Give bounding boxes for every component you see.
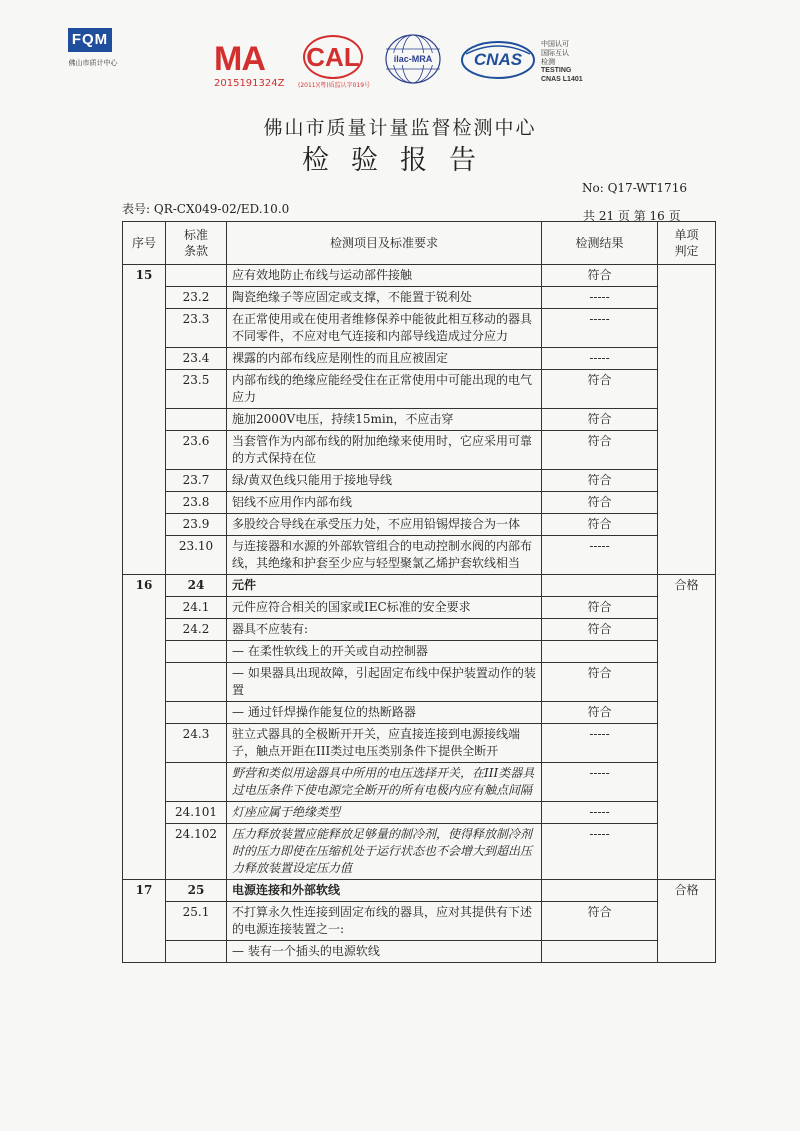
requirement-cell: 应有效地防止布线与运动部件接触 bbox=[227, 265, 542, 287]
seq-number: 17 bbox=[123, 880, 166, 963]
cnas-chinese-caption: 中国认可 国际互认 检测 bbox=[541, 40, 569, 66]
heading-clause: 25 bbox=[166, 880, 227, 902]
clause-cell: 25.1 bbox=[166, 902, 227, 941]
table-row bbox=[123, 824, 716, 880]
requirement-cell: 当套管作为内部布线的附加绝缘来使用时，它应采用可靠的方式保持在位 bbox=[227, 431, 542, 470]
requirement-cell: — 如果器具出现故障，引起固定布线中保护装置动作的装置 bbox=[227, 663, 542, 702]
requirement-cell: 与连接器和水源的外部软管组合的电动控制水阀的内部布线，其绝缘和护套至少应与轻型聚氯乙烯护套软线相当 bbox=[227, 536, 542, 575]
verdict-cell bbox=[658, 265, 716, 575]
fqm-subtitle: 佛山市质计中心 bbox=[68, 59, 118, 67]
clause-cell: 23.8 bbox=[166, 492, 227, 514]
requirement-cell: 陶瓷绝缘子等应固定或支撑，不能置于锐利处 bbox=[227, 287, 542, 309]
requirement-cell: 裸露的内部布线应是刚性的而且应被固定 bbox=[227, 348, 542, 370]
result-cell: 符合 bbox=[542, 265, 658, 287]
heading-result bbox=[542, 575, 658, 597]
requirement-cell: 施加2000V电压，持续15min，不应击穿 bbox=[227, 409, 542, 431]
requirement-cell: 铝线不应用作内部布线 bbox=[227, 492, 542, 514]
table-row bbox=[123, 902, 716, 941]
clause-cell: 23.5 bbox=[166, 370, 227, 409]
result-cell: 符合 bbox=[542, 597, 658, 619]
heading-title: 元件 bbox=[227, 575, 542, 597]
clause-cell: 24.3 bbox=[166, 724, 227, 763]
requirement-cell: 压力释放装置应能释放足够量的制冷剂，使得释放制冷剂时的压力即使在压缩机处于运行状态也不会增大到超出压力释放装置设定压力值 bbox=[227, 824, 542, 880]
verdict-cell: 合格 bbox=[658, 880, 716, 963]
clause-cell: 23.7 bbox=[166, 470, 227, 492]
section-heading-row bbox=[123, 575, 716, 597]
table-body bbox=[123, 265, 716, 963]
table-row bbox=[123, 941, 716, 963]
requirement-cell: 器具不应装有: bbox=[227, 619, 542, 641]
clause-cell bbox=[166, 763, 227, 802]
clause-cell: 24.1 bbox=[166, 597, 227, 619]
result-cell bbox=[542, 641, 658, 663]
cal-number: (2011)(粤)质监认字019号 bbox=[298, 82, 371, 89]
header-verdict: 单项 判定 bbox=[658, 222, 716, 265]
table-row bbox=[123, 287, 716, 309]
ilac-mra-text: ilac-MRA bbox=[393, 54, 433, 64]
seq-number: 16 bbox=[123, 575, 166, 880]
requirement-cell: — 通过钎焊操作能复位的热断路器 bbox=[227, 702, 542, 724]
table-row bbox=[123, 309, 716, 348]
requirement-cell: 驻立式器具的全极断开开关，应直接连接到电源接线端子，触点开距在III类过电压类别条件下提供全断开 bbox=[227, 724, 542, 763]
table-row bbox=[123, 763, 716, 802]
table-row bbox=[123, 348, 716, 370]
cnas-english-caption: TESTING CNAS L1401 bbox=[541, 67, 583, 83]
result-cell: ----- bbox=[542, 348, 658, 370]
table-row bbox=[123, 536, 716, 575]
header-result: 检测结果 bbox=[542, 222, 658, 265]
ma-logo: MA bbox=[214, 40, 265, 78]
requirement-cell: 多股绞合导线在承受压力处，不应用铅锡焊接合为一体 bbox=[227, 514, 542, 536]
result-cell: ----- bbox=[542, 802, 658, 824]
clause-cell: 24.2 bbox=[166, 619, 227, 641]
header-clause: 标准 条款 bbox=[166, 222, 227, 265]
result-cell: ----- bbox=[542, 724, 658, 763]
heading-result bbox=[542, 880, 658, 902]
table-row bbox=[123, 470, 716, 492]
result-cell: ----- bbox=[542, 763, 658, 802]
result-cell: ----- bbox=[542, 309, 658, 348]
clause-cell: 23.9 bbox=[166, 514, 227, 536]
heading-title: 电源连接和外部软线 bbox=[227, 880, 542, 902]
clause-cell bbox=[166, 641, 227, 663]
requirement-cell: 野营和类似用途器具中所用的电压选择开关，在III类器具过电压条件下使电源完全断开的所有电极内应有触点间隔 bbox=[227, 763, 542, 802]
result-cell bbox=[542, 941, 658, 963]
table-row bbox=[123, 492, 716, 514]
clause-cell bbox=[166, 663, 227, 702]
table-row bbox=[123, 265, 716, 287]
requirement-cell: 绿/黄双色线只能用于接地导线 bbox=[227, 470, 542, 492]
requirement-cell: 元件应符合相关的国家或IEC标准的安全要求 bbox=[227, 597, 542, 619]
clause-cell bbox=[166, 941, 227, 963]
cnas-logo-text: CNAS bbox=[473, 50, 523, 69]
result-cell: 符合 bbox=[542, 663, 658, 702]
cal-logo: CAL bbox=[303, 35, 363, 79]
table-row bbox=[123, 431, 716, 470]
clause-cell bbox=[166, 702, 227, 724]
clause-cell: 23.4 bbox=[166, 348, 227, 370]
result-cell: 符合 bbox=[542, 409, 658, 431]
result-cell: ----- bbox=[542, 536, 658, 575]
form-number: 表号: QR-CX049-02/ED.10.0 bbox=[122, 202, 290, 216]
requirement-cell: 灯座应属于绝缘类型 bbox=[227, 802, 542, 824]
clause-cell bbox=[166, 409, 227, 431]
seq-number: 15 bbox=[123, 265, 166, 575]
heading-clause: 24 bbox=[166, 575, 227, 597]
report-title: 检验报告 bbox=[302, 145, 498, 176]
clause-cell: 23.3 bbox=[166, 309, 227, 348]
result-cell: 符合 bbox=[542, 431, 658, 470]
ma-number: 2015191324Z bbox=[214, 78, 285, 89]
clause-cell bbox=[166, 265, 227, 287]
header-seq: 序号 bbox=[123, 222, 166, 265]
clause-cell: 24.101 bbox=[166, 802, 227, 824]
table-row bbox=[123, 619, 716, 641]
inspection-table bbox=[122, 221, 715, 1011]
report-number: No: Q17-WT1716 bbox=[582, 181, 687, 195]
result-cell: 符合 bbox=[542, 470, 658, 492]
result-cell: ----- bbox=[542, 824, 658, 880]
result-cell: 符合 bbox=[542, 619, 658, 641]
result-cell: 符合 bbox=[542, 514, 658, 536]
table-row bbox=[123, 802, 716, 824]
table-row bbox=[123, 370, 716, 409]
result-cell: 符合 bbox=[542, 702, 658, 724]
requirement-cell: 内部布线的绝缘应能经受住在正常使用中可能出现的电气应力 bbox=[227, 370, 542, 409]
clause-cell: 23.10 bbox=[166, 536, 227, 575]
result-cell: ----- bbox=[542, 287, 658, 309]
requirement-cell: 不打算永久性连接到固定布线的器具，应对其提供有下述的电源连接装置之一: bbox=[227, 902, 542, 941]
result-cell: 符合 bbox=[542, 370, 658, 409]
section-heading-row bbox=[123, 880, 716, 902]
page-info: 共 21 页 第 16 页 bbox=[583, 209, 681, 223]
clause-cell: 23.6 bbox=[166, 431, 227, 470]
table-row bbox=[123, 409, 716, 431]
fqm-logo: FQM bbox=[68, 28, 112, 52]
clause-cell: 24.102 bbox=[166, 824, 227, 880]
table-row bbox=[123, 597, 716, 619]
table-row bbox=[123, 641, 716, 663]
organization-title: 佛山市质量计量监督检测中心 bbox=[263, 117, 537, 139]
requirement-cell: — 在柔性软线上的开关或自动控制器 bbox=[227, 641, 542, 663]
requirement-cell: 在正常使用或在使用者维修保养中能彼此相互移动的器具不同零件，不应对电气连接和内部导线造成过分应力 bbox=[227, 309, 542, 348]
result-cell: 符合 bbox=[542, 902, 658, 941]
table-row bbox=[123, 514, 716, 536]
table-row bbox=[123, 663, 716, 702]
result-cell: 符合 bbox=[542, 492, 658, 514]
header-item: 检测项目及标准要求 bbox=[227, 222, 542, 265]
table-row bbox=[123, 702, 716, 724]
verdict-cell: 合格 bbox=[658, 575, 716, 880]
table-row bbox=[123, 724, 716, 763]
requirement-cell: — 装有一个插头的电源软线 bbox=[227, 941, 542, 963]
clause-cell: 23.2 bbox=[166, 287, 227, 309]
table-header-row bbox=[123, 222, 716, 265]
